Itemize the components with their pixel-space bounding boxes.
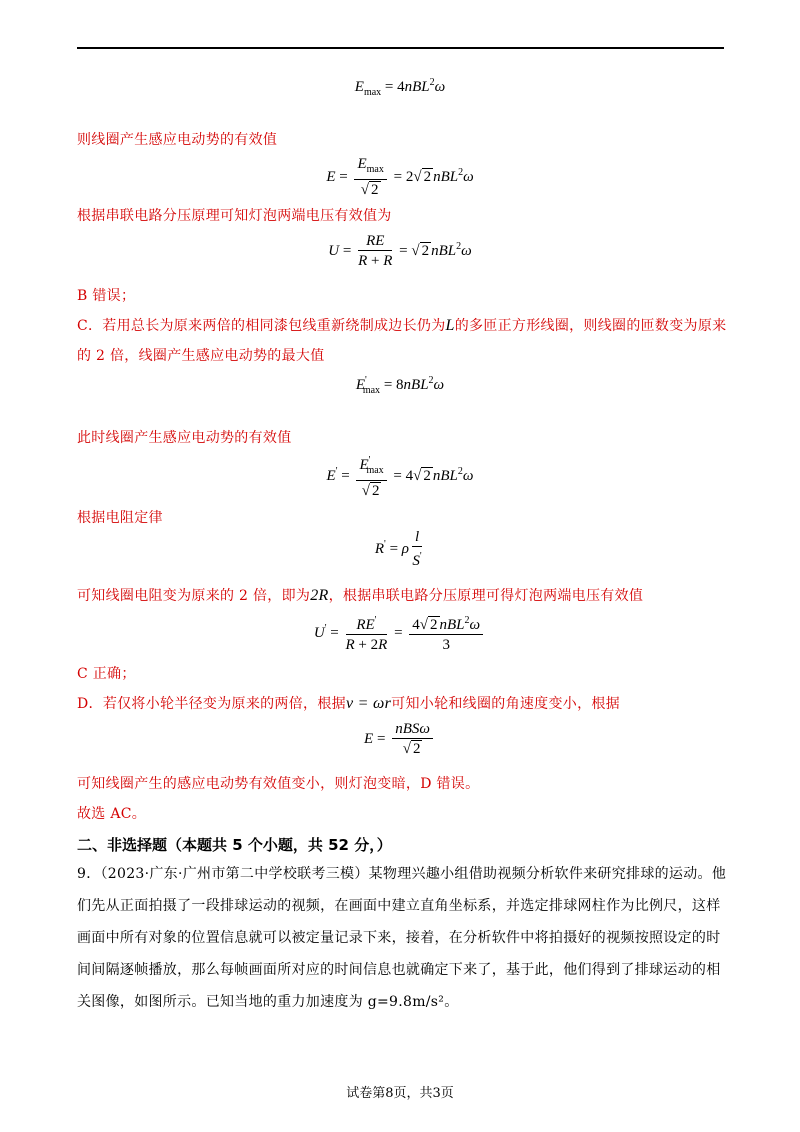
paragraph-c-correct: C 正确；: [77, 666, 136, 682]
paragraph-option-d: D．若仅将小轮半径变为原来的两倍，根据v = ωr可知小轮和线圈的角速度变小，根据: [77, 695, 620, 712]
question-9-line-1: 9．（2023·广东·广州市第二中学校联考三模）某物理兴趣小组借助视频分析软件来研究排球的运动。他: [77, 866, 727, 882]
question-9-line-3: 画面中所有对象的位置信息就可以被定量记录下来，接着，在分析软件中将拍摄好的视频按照设定的时: [77, 930, 721, 946]
header-rule: [77, 47, 724, 49]
question-9-line-5: 关图像，如图所示。已知当地的重力加速度为 g=9.8m/s²。: [77, 994, 459, 1010]
paragraph-resistance-double: 可知线圈电阻变为原来的 2 倍，即为2R，根据串联电路分压原理可得灯泡两端电压有效值: [77, 587, 644, 604]
paragraph-resistance-law: 根据电阻定律: [77, 510, 163, 526]
equation-u: U = $\frac{RE}{R + R}$ = √ 2 nBL$^2$ω: [328, 233, 472, 269]
paragraph-d-wrong: 可知线圈产生的感应电动势有效值变小，则灯泡变暗，D 错误。: [77, 776, 480, 792]
equation-e-prime: E' = $\frac{E'_{max}}{√ 2}$ = 4√ 2 nBL$^2$ω: [0, 452, 800, 501]
paragraph-voltage-divider: 根据串联电路分压原理可知灯泡两端电压有效值为: [77, 208, 392, 224]
equation-e-nbs: E = $\frac{\text{nBSω}}{√ 2}$: [0, 720, 800, 759]
paragraph-option-c: C．若用总长为原来两倍的相同漆包线重新绕制成边长仍为L的多匝正方形线圈，则线圈的匝数变为原来: [77, 317, 727, 334]
equation-e-effective: E = $\frac{E_{max}}{√ 2}$ = 2√ 2 nBL$^2$ω: [326, 156, 474, 198]
equation-emax: $E_{max} = 4nBL^2\omega$: [354, 77, 446, 98]
question-9-line-2: 们先从正面拍摄了一段排球运动的视频，在画面中建立直角坐标系，并选定排球网柱作为比例尺，这样: [77, 898, 721, 914]
paragraph-answer: 故选 AC。: [77, 806, 147, 822]
paragraph-option-c-cont: 的 2 倍，线圈产生感应电动势的最大值: [77, 348, 325, 364]
paragraph-b-wrong: B 错误；: [77, 288, 136, 304]
page-footer: 试卷第8页，共3页: [346, 1086, 454, 1101]
equation-u-prime: U' = $\frac{RE'}{R + 2R}$ = $\frac{4√ 2 nBL^2\omega}{3}$: [0, 612, 800, 655]
paragraph-effective-emf: 则线圈产生感应电动势的有效值: [77, 132, 278, 148]
equation-emax-prime: $E'_{max} = 8nBL^2\omega$: [355, 375, 445, 396]
question-9-line-4: 间间隔逐帧播放，那么每帧画面所对应的时间信息也就确定下来了，基于此，他们得到了排球运动的相: [77, 962, 721, 978]
equation-r-prime: R' = ρ $\frac{l}{S'}$: [374, 529, 422, 569]
paragraph-effective-emf-2: 此时线圈产生感应电动势的有效值: [77, 430, 292, 446]
section-heading: 二、非选择题（本题共 5 个小题，共 52 分，）: [77, 836, 392, 854]
